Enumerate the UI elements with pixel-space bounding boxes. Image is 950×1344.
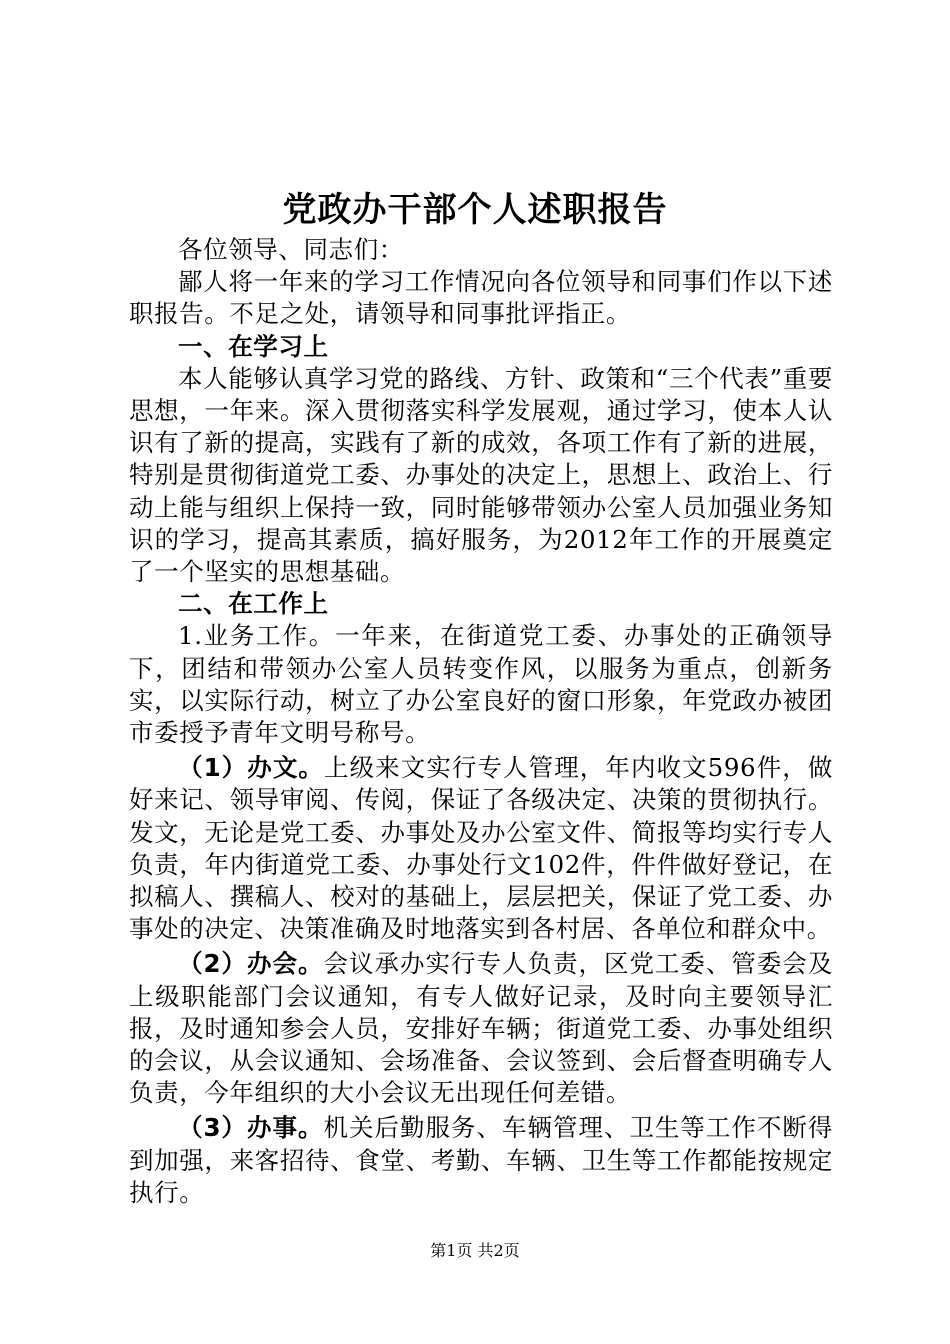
page-footer: 第1页 共2页 xyxy=(430,1241,520,1260)
intro-paragraph: 鄙人将一年来的学习工作情况向各位领导和同事们作以下述职报告。不足之处，请领导和同事批评指正。 xyxy=(129,267,833,329)
work-paragraph: 1.业务工作。一年来，在街道党工委、办事处的正确领导下，团结和带领办公室人员转变作风，以服务为重点，创新务实，以实际行动，树立了办公室良好的窗口形象，年党政办被团市委授予青年文明号称号。 xyxy=(129,621,833,748)
work-item-text: 机关后勤服务、车辆管理、卫生等工作不断得到加强，来客招待、食堂、考勤、车辆、卫生等工作都能按规定执行。 xyxy=(129,1113,833,1207)
page-title: 党政办干部个人述职报告 xyxy=(282,190,668,230)
section-heading-study: 一、在学习上 xyxy=(178,331,329,361)
work-item-affairs xyxy=(129,1112,833,1209)
work-item-text: 会议承办实行专人负责，区党工委、管委会及上级职能部门会议通知，有专人做好记录，及时向主要领导汇报，及时通知参会人员，安排好车辆；街道党工委、办事处组织的会议，从会议通知、会场准备、会议签到、会后督查明确专人负责，今年组织的大小会议无出现任何差错。 xyxy=(129,949,833,1108)
work-item-text: 上级来文实行专人管理，年内收文596件，做好来记、领导审阅、传阅，保证了各级决定、决策的贯彻执行。发文，无论是党工委、办事处及办公室文件、简报等均实行专人负责，年内街道党工委、办事处行文102件，件件做好登记，在拟稿人、撰稿人、校对的基础上，层层把关，保证了党工委、办事处的决定、决策准确及时地落实到各村居、各单位和群众中。 xyxy=(129,753,833,944)
section-heading-work: 二、在工作上 xyxy=(178,589,329,619)
work-item-meetings xyxy=(129,948,833,1109)
work-item-label: （1）办文。 xyxy=(178,753,325,783)
work-item-label: （3）办事。 xyxy=(178,1113,324,1143)
document-body xyxy=(129,234,833,1209)
study-paragraph: 本人能够认真学习党的路线、方针、政策和“三个代表”重要思想，一年来。深入贯彻落实科学发展观，通过学习，使本人认识有了新的提高，实践有了新的成效，各项工作有了新的进展，特别是贯彻街道党工委、办事处的决定上，思想上、政治上、行动上能与组织上保持一致，同时能够带领办公室人员加强业务知识的学习，提高其素质，搞好服务，为2012年工作的开展奠定了一个坚实的思想基础。 xyxy=(129,363,833,587)
greeting: 各位领导、同志们： xyxy=(178,235,404,264)
work-item-documents xyxy=(129,752,833,945)
work-item-label: （2）办会。 xyxy=(178,949,324,979)
